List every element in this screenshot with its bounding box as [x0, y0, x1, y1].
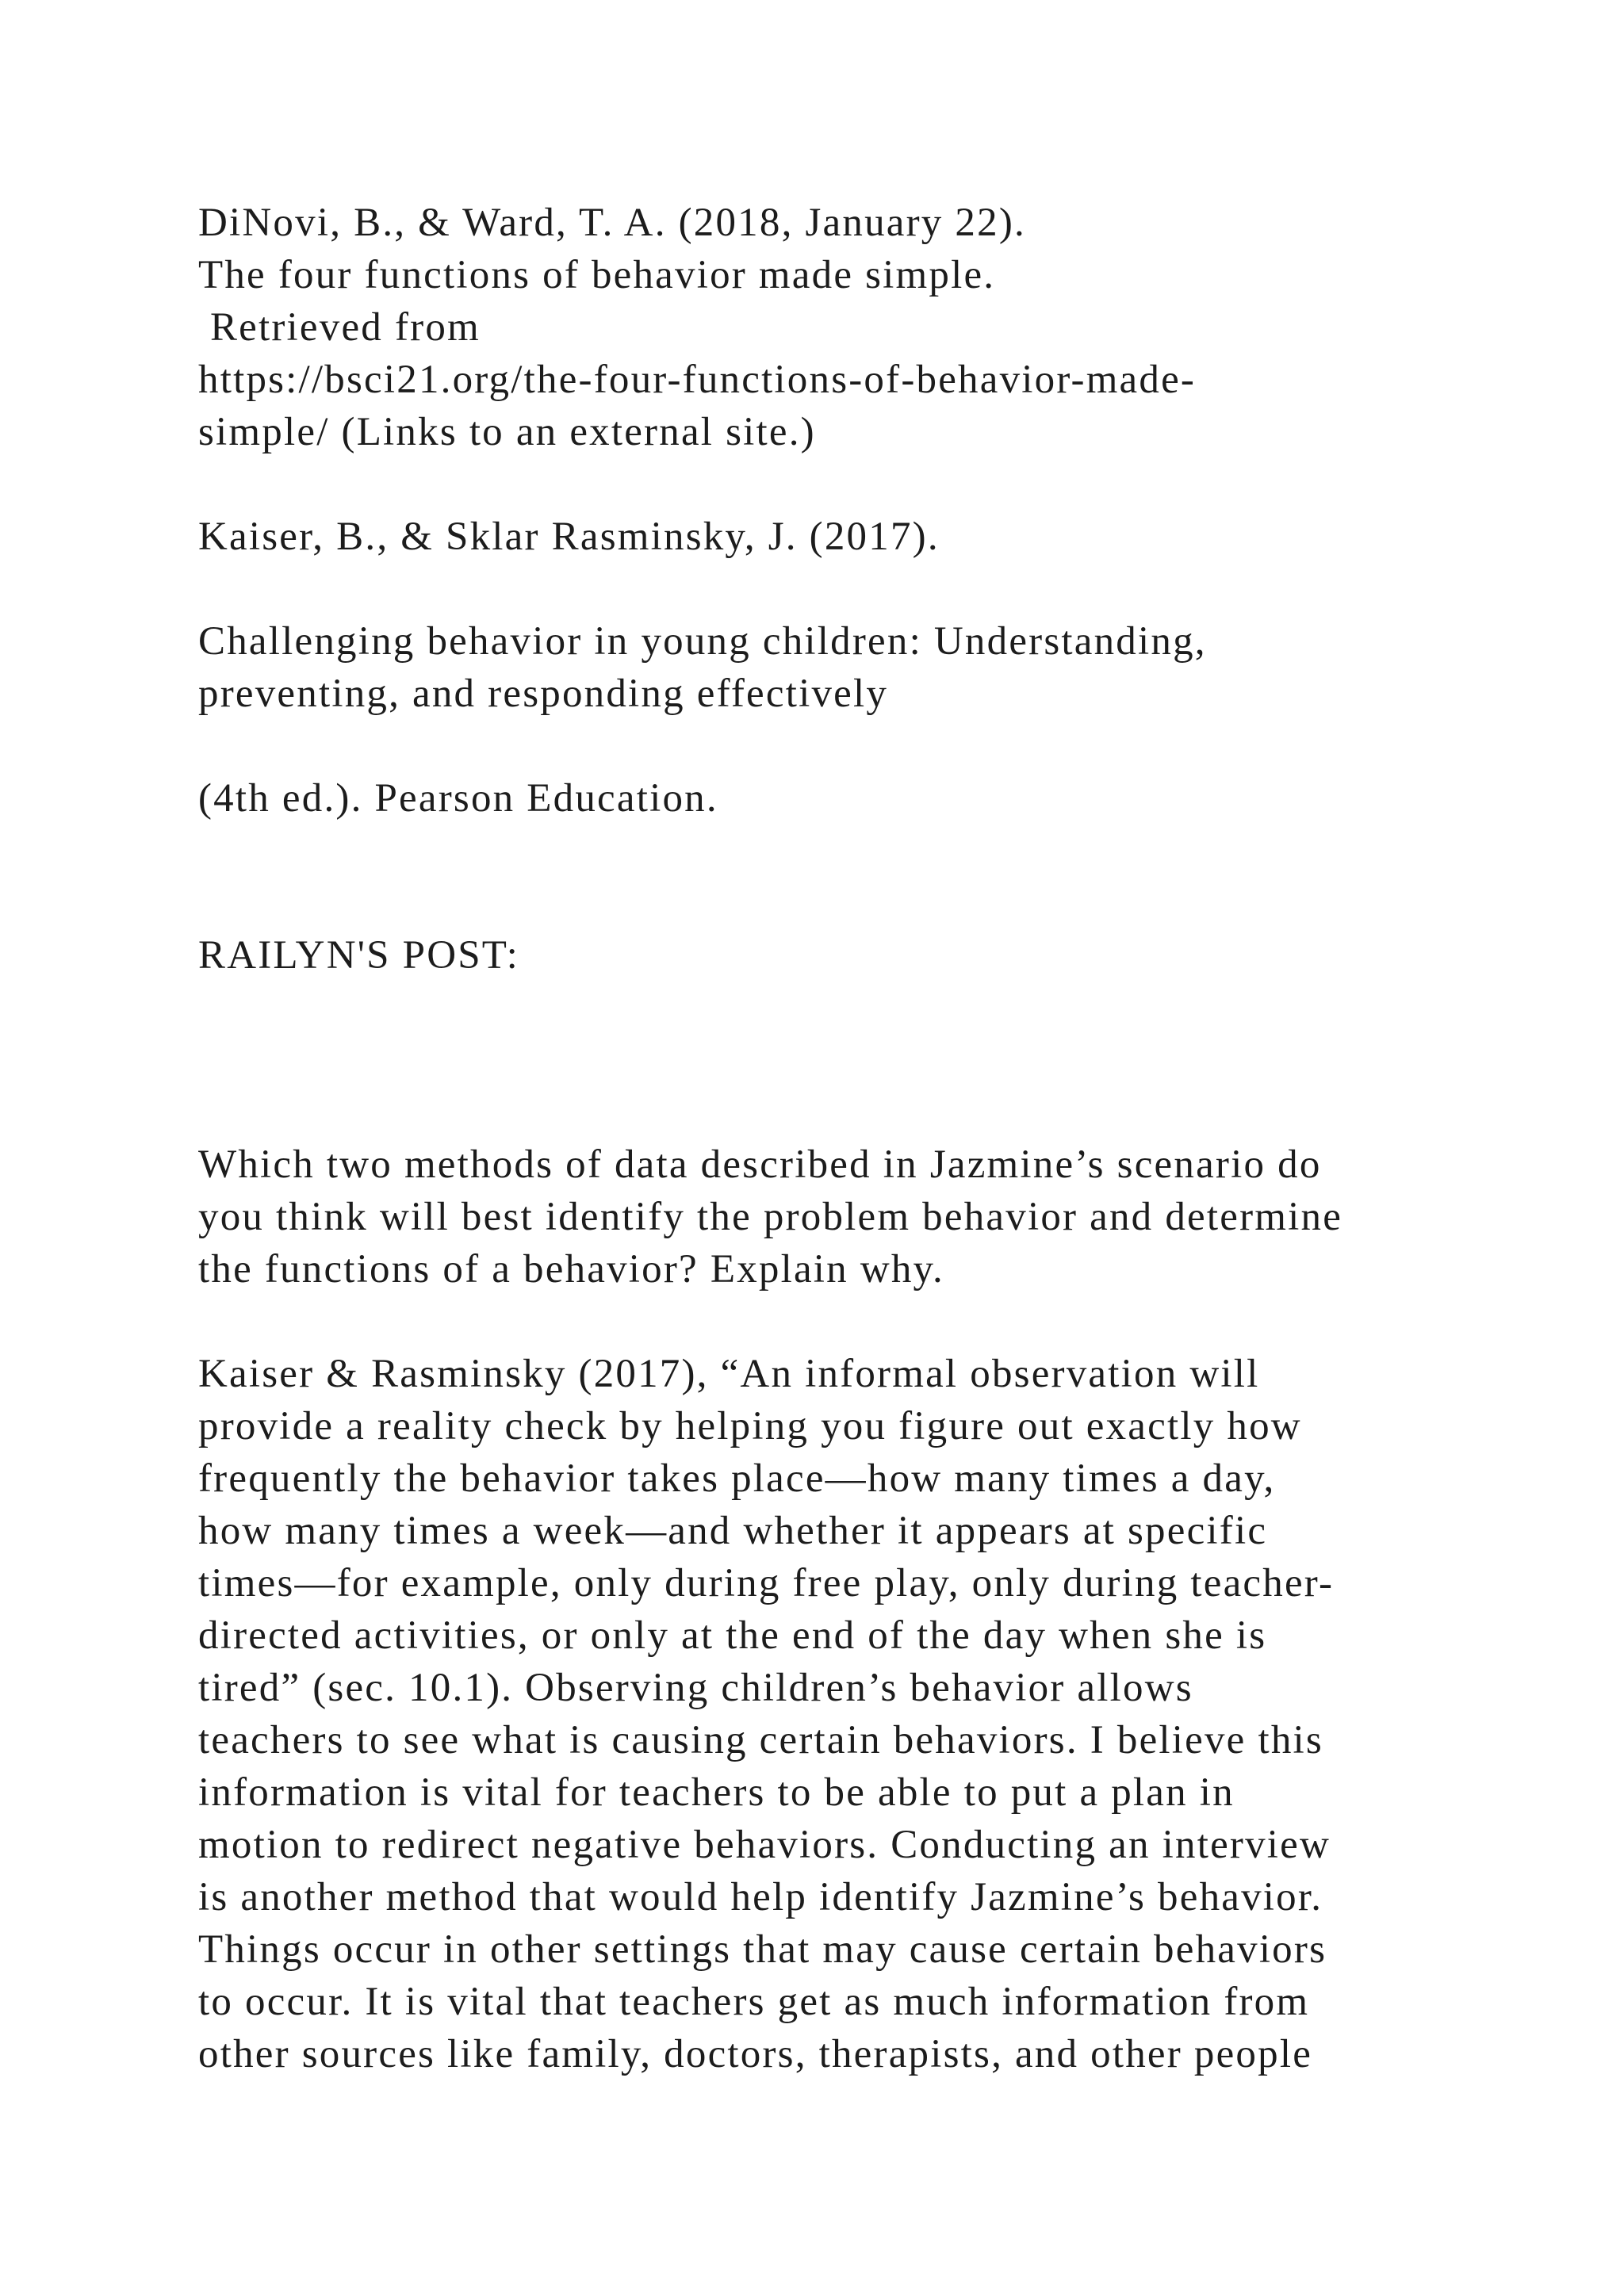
answer-line: to occur. It is vital that teachers get as much information from	[198, 1980, 1310, 2024]
answer-line: teachers to see what is causing certain behaviors. I believe this	[198, 1718, 1323, 1762]
reference-title: preventing, and responding effectively	[198, 672, 889, 716]
answer-line: Things occur in other settings that may cause certain behaviors	[198, 1927, 1327, 1972]
reference-line: simple/ (Links to an external site.)	[198, 410, 816, 454]
reference-author: Kaiser, B., & Sklar Rasminsky, J. (2017).	[198, 515, 940, 559]
answer-line: other sources like family, doctors, therapists, and other people	[198, 2032, 1313, 2076]
reference-edition: (4th ed.). Pearson Education.	[198, 776, 718, 821]
answer-line: tired” (sec. 10.1). Observing children’s behavior allows	[198, 1666, 1193, 1710]
reference-line: Retrieved from	[198, 305, 481, 350]
answer-line: is another method that would help identify Jazmine’s behavior.	[198, 1875, 1323, 1919]
answer-line: how many times a week—and whether it appears at specific	[198, 1509, 1268, 1553]
question-line: you think will best identify the problem behavior and determine	[198, 1195, 1343, 1239]
reference-title: Challenging behavior in young children: Understanding,	[198, 619, 1207, 664]
reference-line: DiNovi, B., & Ward, T. A. (2018, January 22).	[198, 201, 1026, 245]
reference-url: https://bsci21.org/the-four-functions-of-behavior-made-	[198, 358, 1197, 402]
answer-line: frequently the behavior takes place—how many times a day,	[198, 1456, 1276, 1501]
answer-line: motion to redirect negative behaviors. Conducting an interview	[198, 1823, 1331, 1867]
answer-line: provide a reality check by helping you figure out exactly how	[198, 1404, 1302, 1448]
post-heading: RAILYN'S POST:	[198, 933, 519, 978]
answer-line: information is vital for teachers to be able to put a plan in	[198, 1770, 1235, 1815]
answer-line: times—for example, only during free play, only during teacher-	[198, 1561, 1335, 1605]
question-line: Which two methods of data described in Jazmine’s scenario do	[198, 1142, 1322, 1187]
answer-line: Kaiser & Rasminsky (2017), “An informal observation will	[198, 1352, 1260, 1396]
answer-line: directed activities, or only at the end of the day when she is	[198, 1613, 1267, 1658]
reference-line: The four functions of behavior made simple.	[198, 253, 996, 297]
question-line: the functions of a behavior? Explain why.	[198, 1247, 944, 1292]
